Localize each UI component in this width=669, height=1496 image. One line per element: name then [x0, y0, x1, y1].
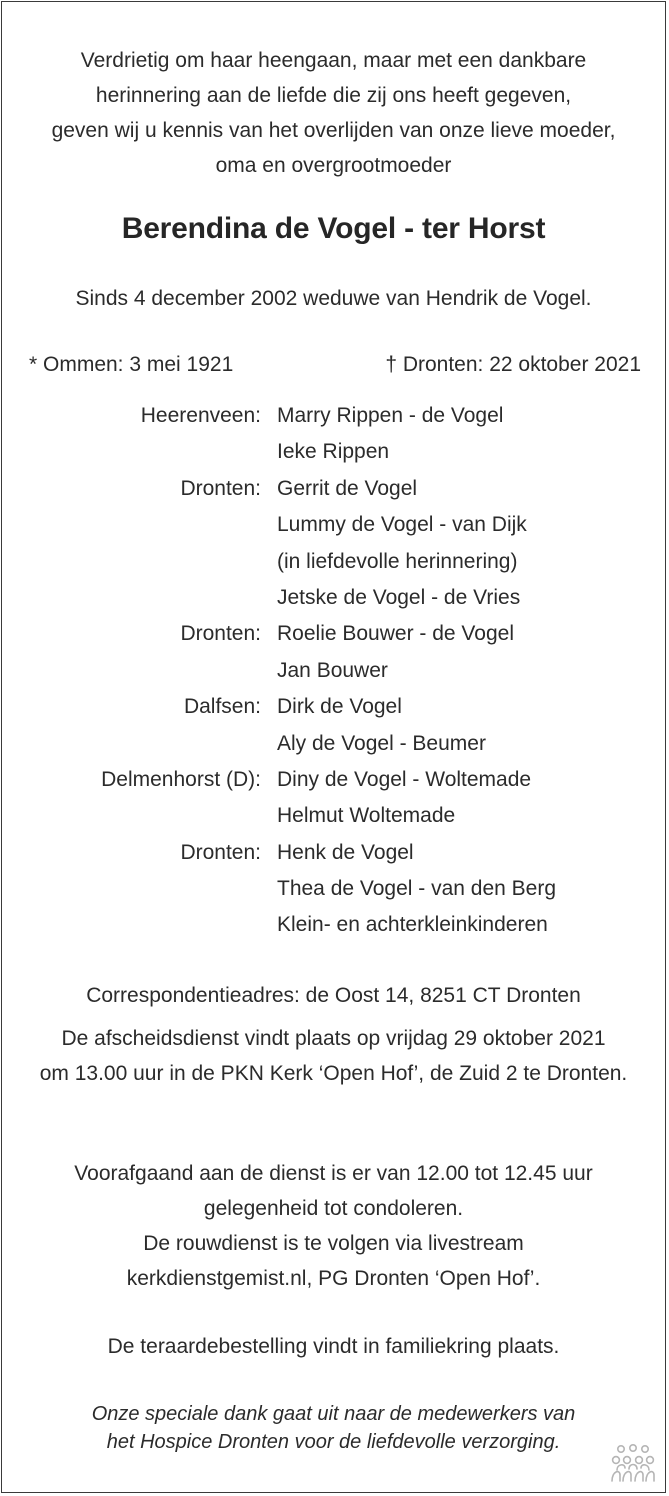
family-row — [2, 659, 667, 695]
family-person: (in liefdevolle herinnering) — [277, 549, 518, 573]
people-group-icon — [609, 1443, 657, 1483]
family-person: Klein- en achterkleinkinderen — [277, 913, 548, 937]
correspondence-address: Correspondentieadres: de Oost 14, 8251 CT Dronten — [86, 984, 581, 1007]
burial-info: De teraardebestelling vindt in familiekring plaats. — [107, 1335, 560, 1358]
widow-line: Sinds 4 december 2002 weduwe van Hendrik de Vogel. — [75, 287, 592, 310]
service-line: om 13.00 uur in de PKN Kerk ‘Open Hof’, de Zuid 2 te Dronten. — [39, 1062, 628, 1085]
intro-line: oma en overgrootmoeder — [215, 154, 452, 177]
family-row — [2, 586, 667, 622]
family-person: Ieke Rippen — [277, 440, 390, 464]
condolence-line: gelegenheid tot condoleren. — [203, 1197, 464, 1220]
thanks-line: Onze speciale dank gaat uit naar de medewerkers van — [91, 1403, 576, 1425]
family-row — [2, 695, 667, 731]
family-person: Roelie Bouwer - de Vogel — [277, 622, 514, 646]
family-person: Jetske de Vogel - de Vries — [277, 585, 521, 609]
intro-text — [2, 43, 665, 183]
family-place: Delmenhorst (D): — [101, 767, 261, 791]
family-person: Henk de Vogel — [277, 840, 414, 864]
family-person: Thea de Vogel - van den Berg — [277, 877, 557, 901]
family-row — [2, 877, 667, 913]
intro-line: Verdrietig om haar heengaan, maar met een dankbare — [80, 49, 587, 72]
family-place: Dronten: — [180, 840, 261, 864]
condolence-info — [2, 1156, 665, 1296]
birth-date: * Ommen: 3 mei 1921 — [29, 353, 234, 376]
intro-line: herinnering aan de liefde die zij ons heeft gegeven, — [95, 84, 572, 107]
family-person: Aly de Vogel - Beumer — [277, 731, 486, 755]
family-person: Dirk de Vogel — [277, 695, 402, 719]
family-row — [2, 768, 667, 804]
deceased-name: Berendina de Vogel - ter Horst — [121, 212, 546, 245]
family-person: Lummy de Vogel - van Dijk — [277, 513, 527, 537]
family-place: Dalfsen: — [183, 695, 261, 719]
family-row — [2, 913, 667, 949]
thanks-line: het Hospice Dronten voor de liefdevolle verzorging. — [106, 1431, 561, 1453]
family-place: Heerenveen: — [140, 404, 261, 427]
family-row — [2, 550, 667, 586]
family-person: Gerrit de Vogel — [277, 476, 418, 500]
condolence-line: Voorafgaand aan de dienst is er van 12.00 tot 12.45 uur — [74, 1162, 593, 1185]
condolence-line: kerkdienstgemist.nl, PG Dronten ‘Open Hof’. — [126, 1267, 541, 1290]
family-place: Dronten: — [180, 476, 261, 500]
death-date: † Dronten: 22 oktober 2021 — [385, 353, 641, 376]
service-line: De afscheidsdienst vindt plaats op vrijdag 29 oktober 2021 — [61, 1027, 606, 1050]
family-person: Marry Rippen - de Vogel — [277, 404, 504, 427]
family-person: Jan Bouwer — [277, 658, 388, 682]
thanks-note — [2, 1400, 665, 1456]
family-list — [2, 404, 667, 950]
family-person: Diny de Vogel - Woltemade — [277, 767, 532, 791]
family-row — [2, 622, 667, 658]
obituary-card — [1, 1, 666, 1493]
service-info — [2, 1021, 665, 1091]
condolence-line: De rouwdienst is te volgen via livestream — [143, 1232, 524, 1255]
family-row — [2, 513, 667, 549]
family-place: Dronten: — [180, 622, 261, 646]
intro-line: geven wij u kennis van het overlijden van onze lieve moeder, — [51, 119, 616, 142]
family-row — [2, 477, 667, 513]
family-row — [2, 841, 667, 877]
family-row — [2, 404, 667, 440]
family-person: Helmut Woltemade — [277, 804, 456, 828]
family-row — [2, 440, 667, 476]
family-row — [2, 804, 667, 840]
family-row — [2, 732, 667, 768]
